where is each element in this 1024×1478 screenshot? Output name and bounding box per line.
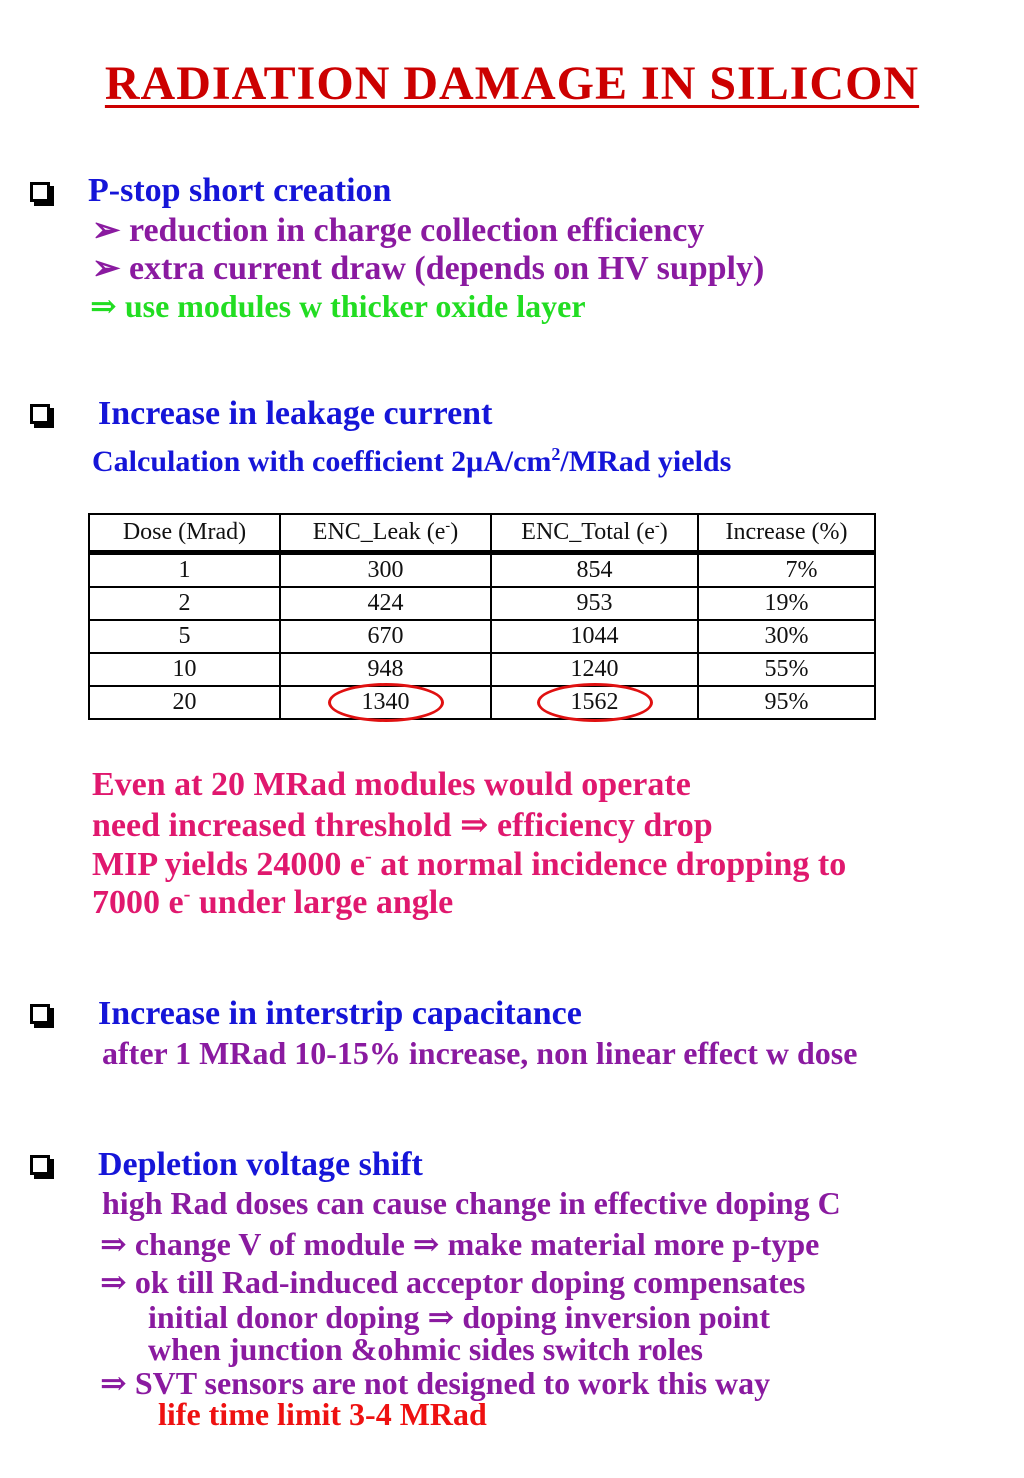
table-cell: 5	[89, 620, 280, 653]
lifetime-limit-line: life time limit 3-4 MRad	[158, 1396, 487, 1432]
bullet-line: ➢ extra current draw (depends on HV supply)	[92, 250, 765, 287]
leakage-table	[88, 513, 876, 720]
table-row	[89, 653, 875, 686]
depletion-line: when junction &ohmic sides switch roles	[148, 1331, 703, 1367]
table-cell: 10	[89, 653, 280, 686]
column-header: Dose (Mrad)	[89, 514, 280, 553]
red-circle-highlight	[537, 683, 653, 722]
table-cell: 854	[491, 553, 698, 588]
table-row	[89, 620, 875, 653]
section-heading-depletion: Depletion voltage shift	[98, 1146, 423, 1183]
checkbox-bullet-icon	[30, 182, 50, 202]
section-heading-interstrip: Increase in interstrip capacitance	[98, 995, 582, 1032]
circled-value: 1340	[362, 689, 410, 716]
table-cell: 2	[89, 587, 280, 620]
section-heading-leakage: Increase in leakage current	[98, 395, 493, 432]
table-header-row	[89, 514, 875, 553]
depletion-line: initial donor doping ⇒ doping inversion point	[148, 1299, 770, 1335]
conclusion-line: ⇒ use modules w thicker oxide layer	[90, 288, 586, 324]
note-line: need increased threshold ⇒ efficiency drop	[92, 807, 713, 844]
table-cell: 7%	[698, 553, 875, 588]
table-cell: 55%	[698, 653, 875, 686]
checkbox-bullet-icon	[30, 1004, 50, 1024]
table-cell: 19%	[698, 587, 875, 620]
table-cell: 300	[280, 553, 491, 588]
table-cell	[280, 686, 491, 719]
checkbox-bullet-icon	[30, 1155, 50, 1175]
red-circle-highlight	[328, 683, 444, 722]
table-cell: 953	[491, 587, 698, 620]
table-cell: 30%	[698, 620, 875, 653]
table-cell: 1240	[491, 653, 698, 686]
bullet-line: ➢ reduction in charge collection efficiency	[92, 212, 705, 249]
column-header: Increase (%)	[698, 514, 875, 553]
column-header: ENC_Total (e-)	[491, 514, 698, 553]
note-line: Even at 20 MRad modules would operate	[92, 766, 691, 803]
checkbox-bullet-icon	[30, 404, 50, 424]
table-cell: 1044	[491, 620, 698, 653]
table-cell: 948	[280, 653, 491, 686]
page-title: RADIATION DAMAGE IN SILICON	[104, 57, 920, 110]
depletion-line: ⇒ ok till Rad-induced acceptor doping compensates	[100, 1264, 806, 1300]
calculation-line: Calculation with coefficient $2\mu A/cm^2$/MRad yields	[92, 444, 732, 478]
depletion-line: ⇒ SVT sensors are not designed to work this way	[100, 1365, 771, 1401]
table-cell	[491, 686, 698, 719]
section-heading-pstop: P-stop short creation	[88, 172, 392, 209]
table-row	[89, 686, 875, 719]
depletion-line: ⇒ change V of module ⇒ make material more p-type	[100, 1226, 820, 1262]
table-row	[89, 553, 875, 588]
table-cell: 670	[280, 620, 491, 653]
table-cell: 20	[89, 686, 280, 719]
interstrip-line: after 1 MRad 10-15% increase, non linear effect w dose	[102, 1035, 858, 1071]
table-row	[89, 587, 875, 620]
mip-line: MIP yields 24000 e- at normal incidence dropping to	[92, 845, 847, 883]
table-cell: 424	[280, 587, 491, 620]
table-cell: 1	[89, 553, 280, 588]
table-cell: 95%	[698, 686, 875, 719]
mip-line: 7000 e- under large angle	[92, 883, 454, 921]
column-header: ENC_Leak (e-)	[280, 514, 491, 553]
circled-value: 1562	[571, 689, 619, 716]
depletion-line: high Rad doses can cause change in effective doping C	[102, 1185, 841, 1221]
